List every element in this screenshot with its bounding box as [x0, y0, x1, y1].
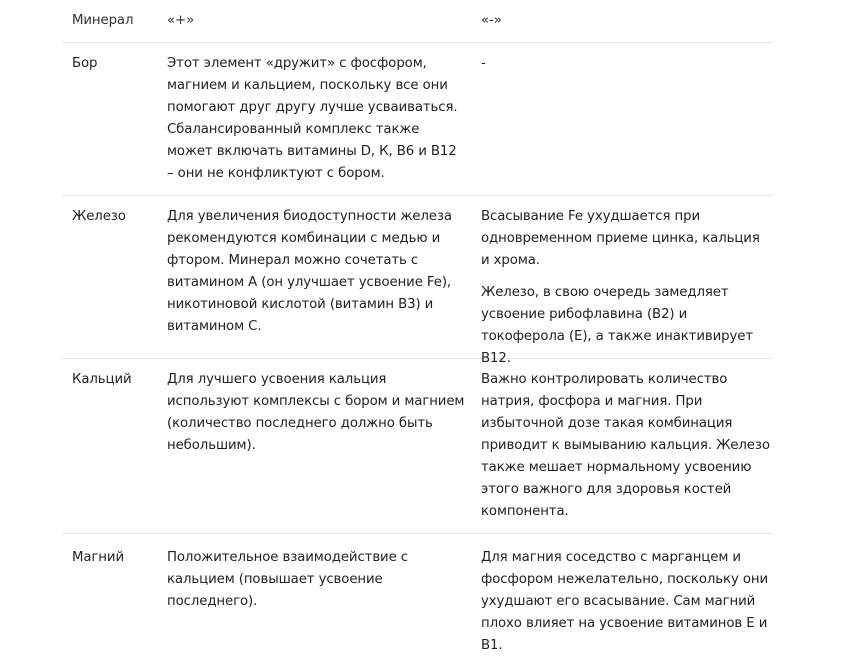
- minus-text: Железо, в свою очередь замедляет усвоение рибофлавина (В2) и токоферола (Е), а также инактивирует В12.: [481, 285, 753, 366]
- table-header-row: [62, 0, 773, 43]
- minus-cell: [481, 547, 771, 657]
- plus-cell: [167, 369, 467, 457]
- mineral-name: Кальций: [72, 372, 132, 387]
- plus-cell: [167, 53, 467, 185]
- minus-cell: [481, 369, 771, 523]
- table-row: [62, 196, 773, 366]
- plus-text: Для увеличения биодоступности железа рекомендуются комбинации с медью и фтором. Минерал можно сочетать с витамином А (он улучшает усвоение Fe), никотиновой кислотой (витамин В3) и витамином С.: [167, 209, 452, 334]
- table-row: [62, 359, 773, 534]
- table-row: [62, 534, 773, 659]
- minus-text: Для магния соседство с марганцем и фосфором нежелательно, поскольку они ухудшают его всасывание. Сам магний плохо влияет на усвоение витаминов Е и В1.: [481, 550, 769, 653]
- plus-text: Положительное взаимодействие с кальцием (повышает усвоение последнего).: [167, 550, 409, 609]
- mineral-compatibility-table: [62, 0, 773, 659]
- header-minus: «-»: [481, 13, 502, 28]
- minus-cell: [481, 206, 771, 370]
- plus-cell: [167, 206, 467, 338]
- plus-cell: [167, 547, 467, 613]
- minus-text: -: [481, 56, 486, 71]
- minus-text: Всасывание Fe ухудшается при одновременном приеме цинка, кальция и хрома.: [481, 209, 760, 268]
- plus-text: Этот элемент «дружит» с фосфором, магнием и кальцием, поскольку все они помогают друг другу лучше усваиваться. Сбалансированный комплекс также может включать витамины D, К, B6 и B12 – они не конфликтуют с бором.: [167, 56, 458, 181]
- mineral-name: Железо: [72, 209, 126, 224]
- minus-cell: [481, 53, 771, 75]
- header-mineral: Минерал: [72, 13, 134, 28]
- plus-text: Для лучшего усвоения кальция используют комплексы с бором и магнием (количество последнего должно быть небольшим).: [167, 372, 465, 453]
- minus-text: Важно контролировать количество натрия, фосфора и магния. При избыточной дозе такая комбинация приводит к вымыванию кальция. Железо также мешает нормальному усвоению этого важного для здоровья костей компонента.: [481, 372, 770, 519]
- mineral-name: Магний: [72, 550, 124, 565]
- table-row: [62, 43, 773, 196]
- mineral-name: Бор: [72, 56, 98, 71]
- header-plus: «+»: [167, 13, 195, 28]
